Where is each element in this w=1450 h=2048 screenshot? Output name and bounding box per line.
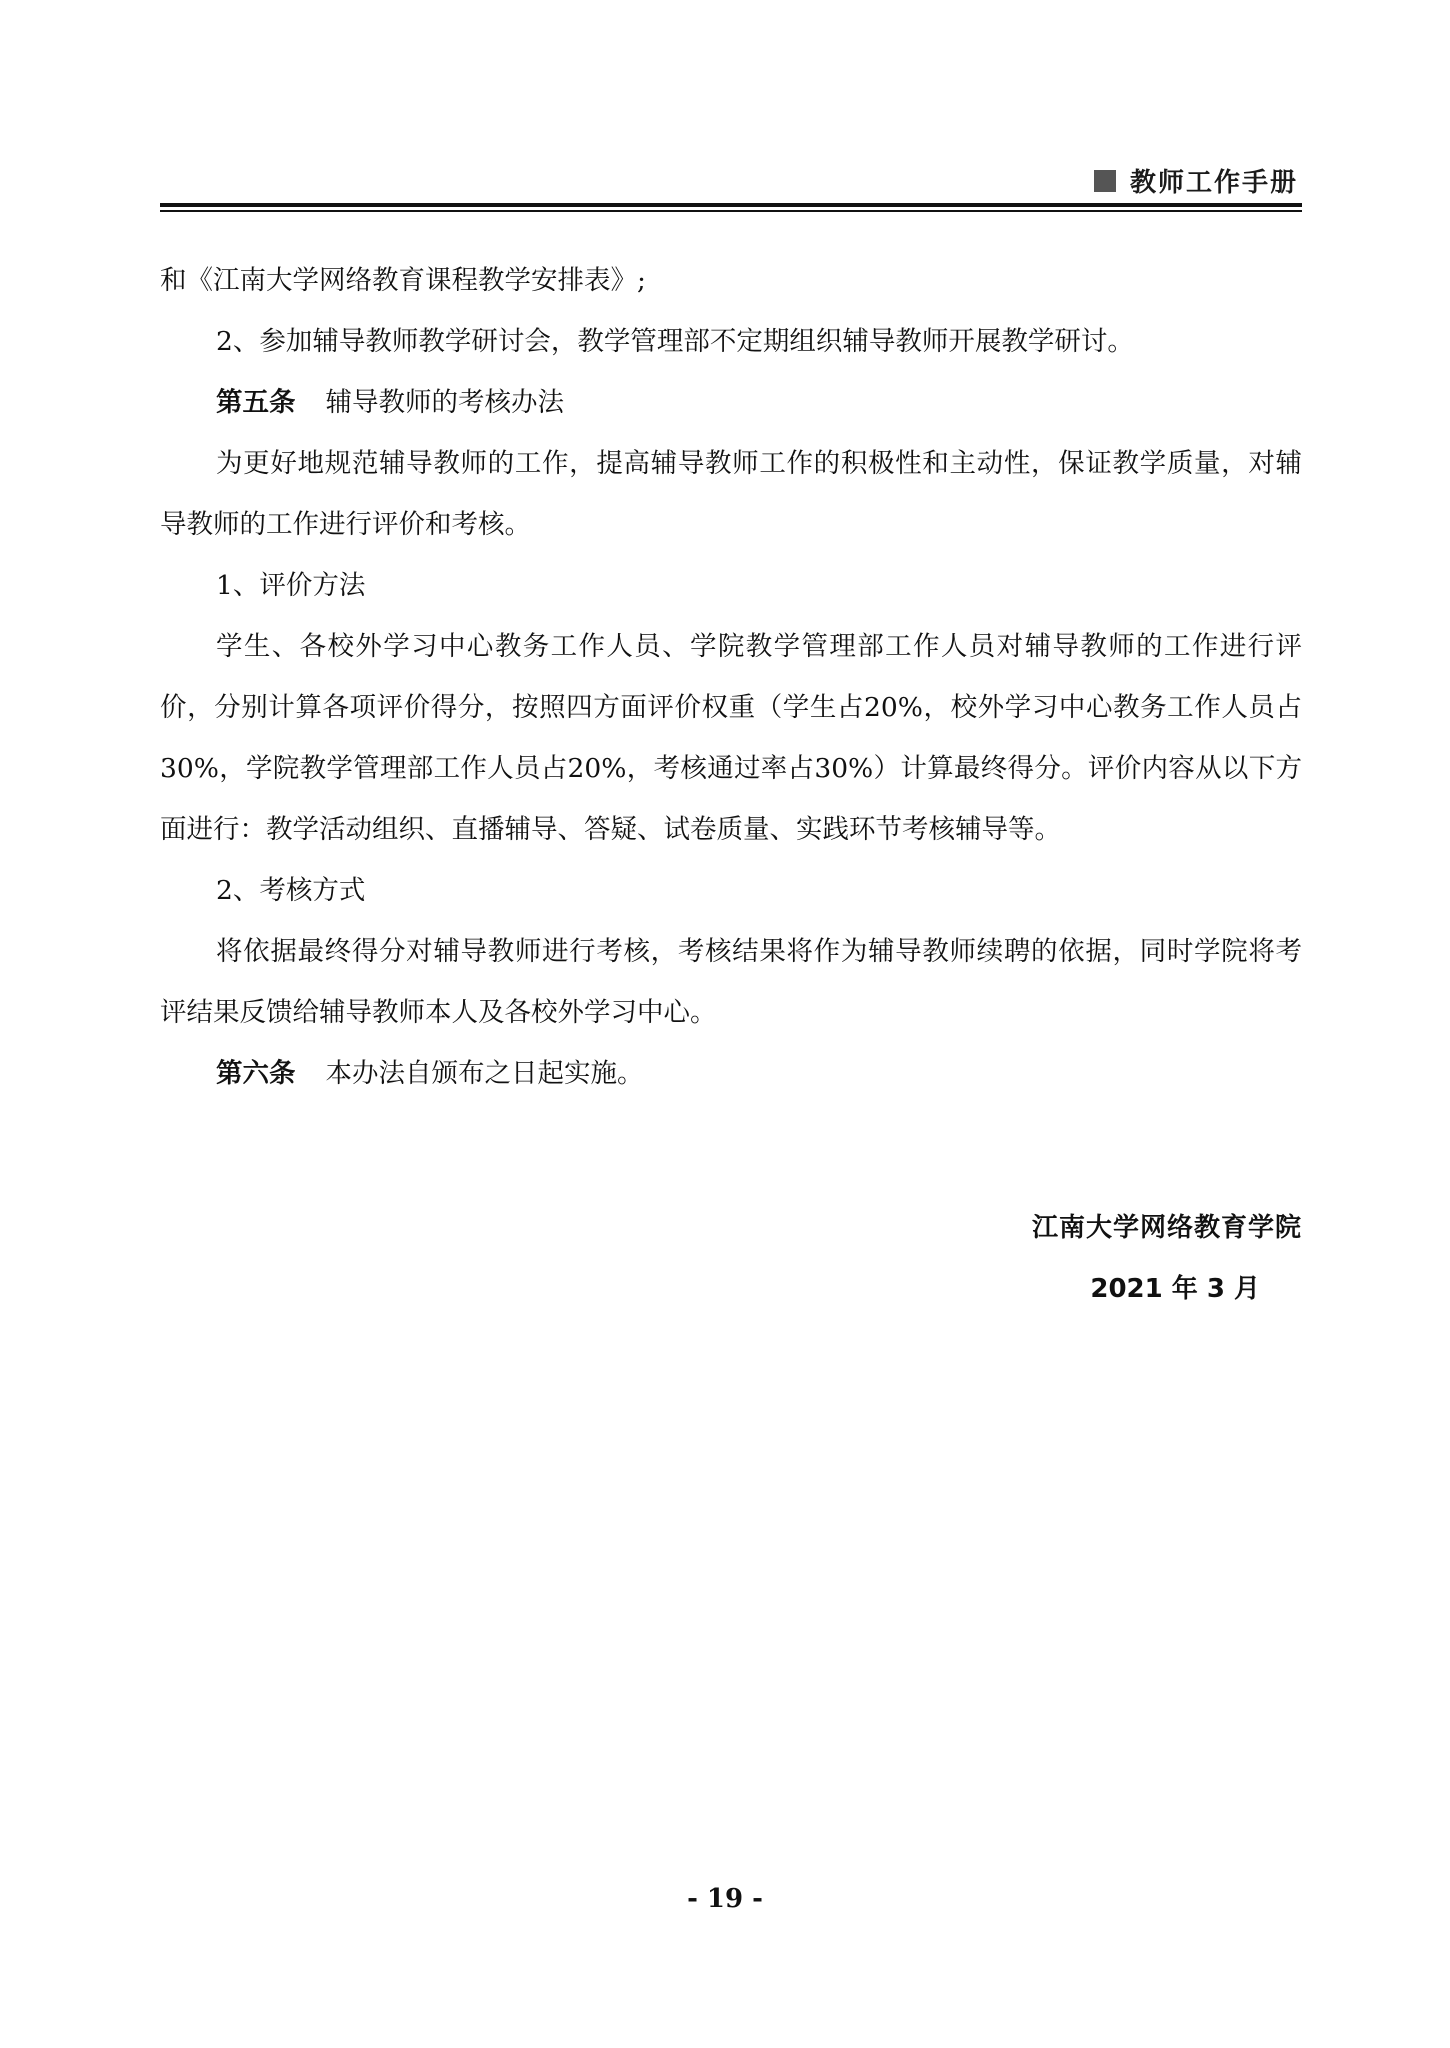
article-5-title: 辅导教师的考核办法 (325, 387, 564, 418)
signature-date: 2021 年 3 月 (1090, 1274, 1260, 1304)
paragraph-evaluation-method: 学生、各校外学习中心教务工作人员、学院教学管理部工作人员对辅导教师的工作进行评价，分别计算各项评价得分，按照四方面评价权重（学生占20%，校外学习中心教务工作人员占30%，学院教学管理部工作人员占20%，考核通过率占30%）计算最终得分。评价内容从以下方面进行：教学活动组织、直播辅导、答疑、试卷质量、实践环节考核辅导等。 (160, 631, 1302, 845)
signature-organization: 江南大学网络教育学院 (1031, 1213, 1302, 1243)
paragraph-purpose: 为更好地规范辅导教师的工作，提高辅导教师工作的积极性和主动性，保证教学质量，对辅导教师的工作进行评价和考核。 (160, 448, 1302, 540)
header-rule-thin (160, 210, 1302, 212)
signature-block (1000, 1198, 1302, 1320)
body-content (160, 250, 1302, 1104)
paragraph-assessment-method: 将依据最终得分对辅导教师进行考核，考核结果将作为辅导教师续聘的依据，同时学院将考评结果反馈给辅导教师本人及各校外学习中心。 (160, 936, 1302, 1028)
subheading-evaluation-method: 1、评价方法 (216, 570, 366, 601)
header-title-block (1094, 162, 1298, 199)
page-number: - 19 - (687, 1884, 763, 1914)
subheading-assessment-method: 2、考核方式 (216, 875, 366, 906)
article-5 (160, 372, 1302, 433)
article-6-text: 本办法自颁布之日起实施。 (325, 1058, 644, 1089)
paragraph-continuation: 和《江南大学网络教育课程教学安排表》; (160, 265, 646, 296)
header-rule-thick (160, 203, 1302, 207)
header-title: 教师工作手册 (1129, 168, 1298, 198)
article-6-heading: 第六条 (216, 1058, 296, 1089)
article-6 (160, 1043, 1302, 1104)
square-bullet-icon (1094, 170, 1116, 192)
article-5-heading: 第五条 (216, 387, 296, 418)
paragraph-item-2: 2、参加辅导教师教学研讨会，教学管理部不定期组织辅导教师开展教学研讨。 (216, 326, 1134, 357)
